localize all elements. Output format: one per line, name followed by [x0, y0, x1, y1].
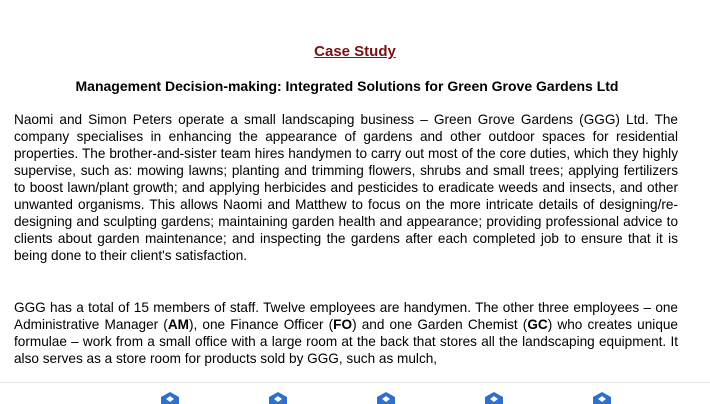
abbr-am: AM: [167, 317, 189, 332]
paragraph-staff-text-2: ), one Finance Officer (: [188, 317, 334, 332]
shield-icon[interactable]: [592, 392, 612, 404]
paragraph-staff-text-4: ) who creates unique formulae – work from a small office with a large room at the back that stores all the landscaping equipment. It also serves as a store room for products sold by GGG, such as mulch,: [14, 317, 678, 366]
case-study-subtitle: Management Decision-making: Integrated Solutions for Green Grove Gardens Ltd: [75, 78, 619, 94]
paragraph-staff-text-3: ) and one Garden Chemist (: [352, 317, 528, 332]
page-divider: [0, 382, 710, 383]
shield-icon[interactable]: [376, 392, 396, 404]
abbr-fo: FO: [333, 317, 353, 332]
paragraph-staff-text-1: GGG has a total of 15 members of staff. Twelve employees are handymen. The other three employees – one Administrative Manager (: [14, 300, 678, 332]
shield-icon[interactable]: [484, 392, 504, 404]
shield-icon[interactable]: [268, 392, 288, 404]
paragraph-intro: Naomi and Simon Peters operate a small landscaping business – Green Grove Gardens (GGG) Ltd. The company specialises in enhancing the appearance of gardens and other outdoor spaces for residential properties. The brother-and-sister team hires handymen to carry out most of the core duties, which they highly supervise, such as: mowing lawns; planting and trimming flowers, shrubs and small trees; applying fertilizers to boost lawn/plant growth; and applying herbicides and pesticides to eradicate weeds and insects, and other unwanted organisms. This allows Naomi and Matthew to focus on the more intricate details of designing/re-designing and sculpting gardens; maintaining garden health and appearance; providing professional advice to clients about garden maintenance; and inspecting the gardens after each completed job to ensure that it is being done to their client's satisfaction.: [14, 112, 678, 263]
paragraph-staff: [14, 299, 678, 367]
shield-icon[interactable]: [160, 392, 180, 404]
abbr-gc: GC: [527, 317, 548, 332]
case-study-heading: Case Study: [314, 43, 396, 60]
